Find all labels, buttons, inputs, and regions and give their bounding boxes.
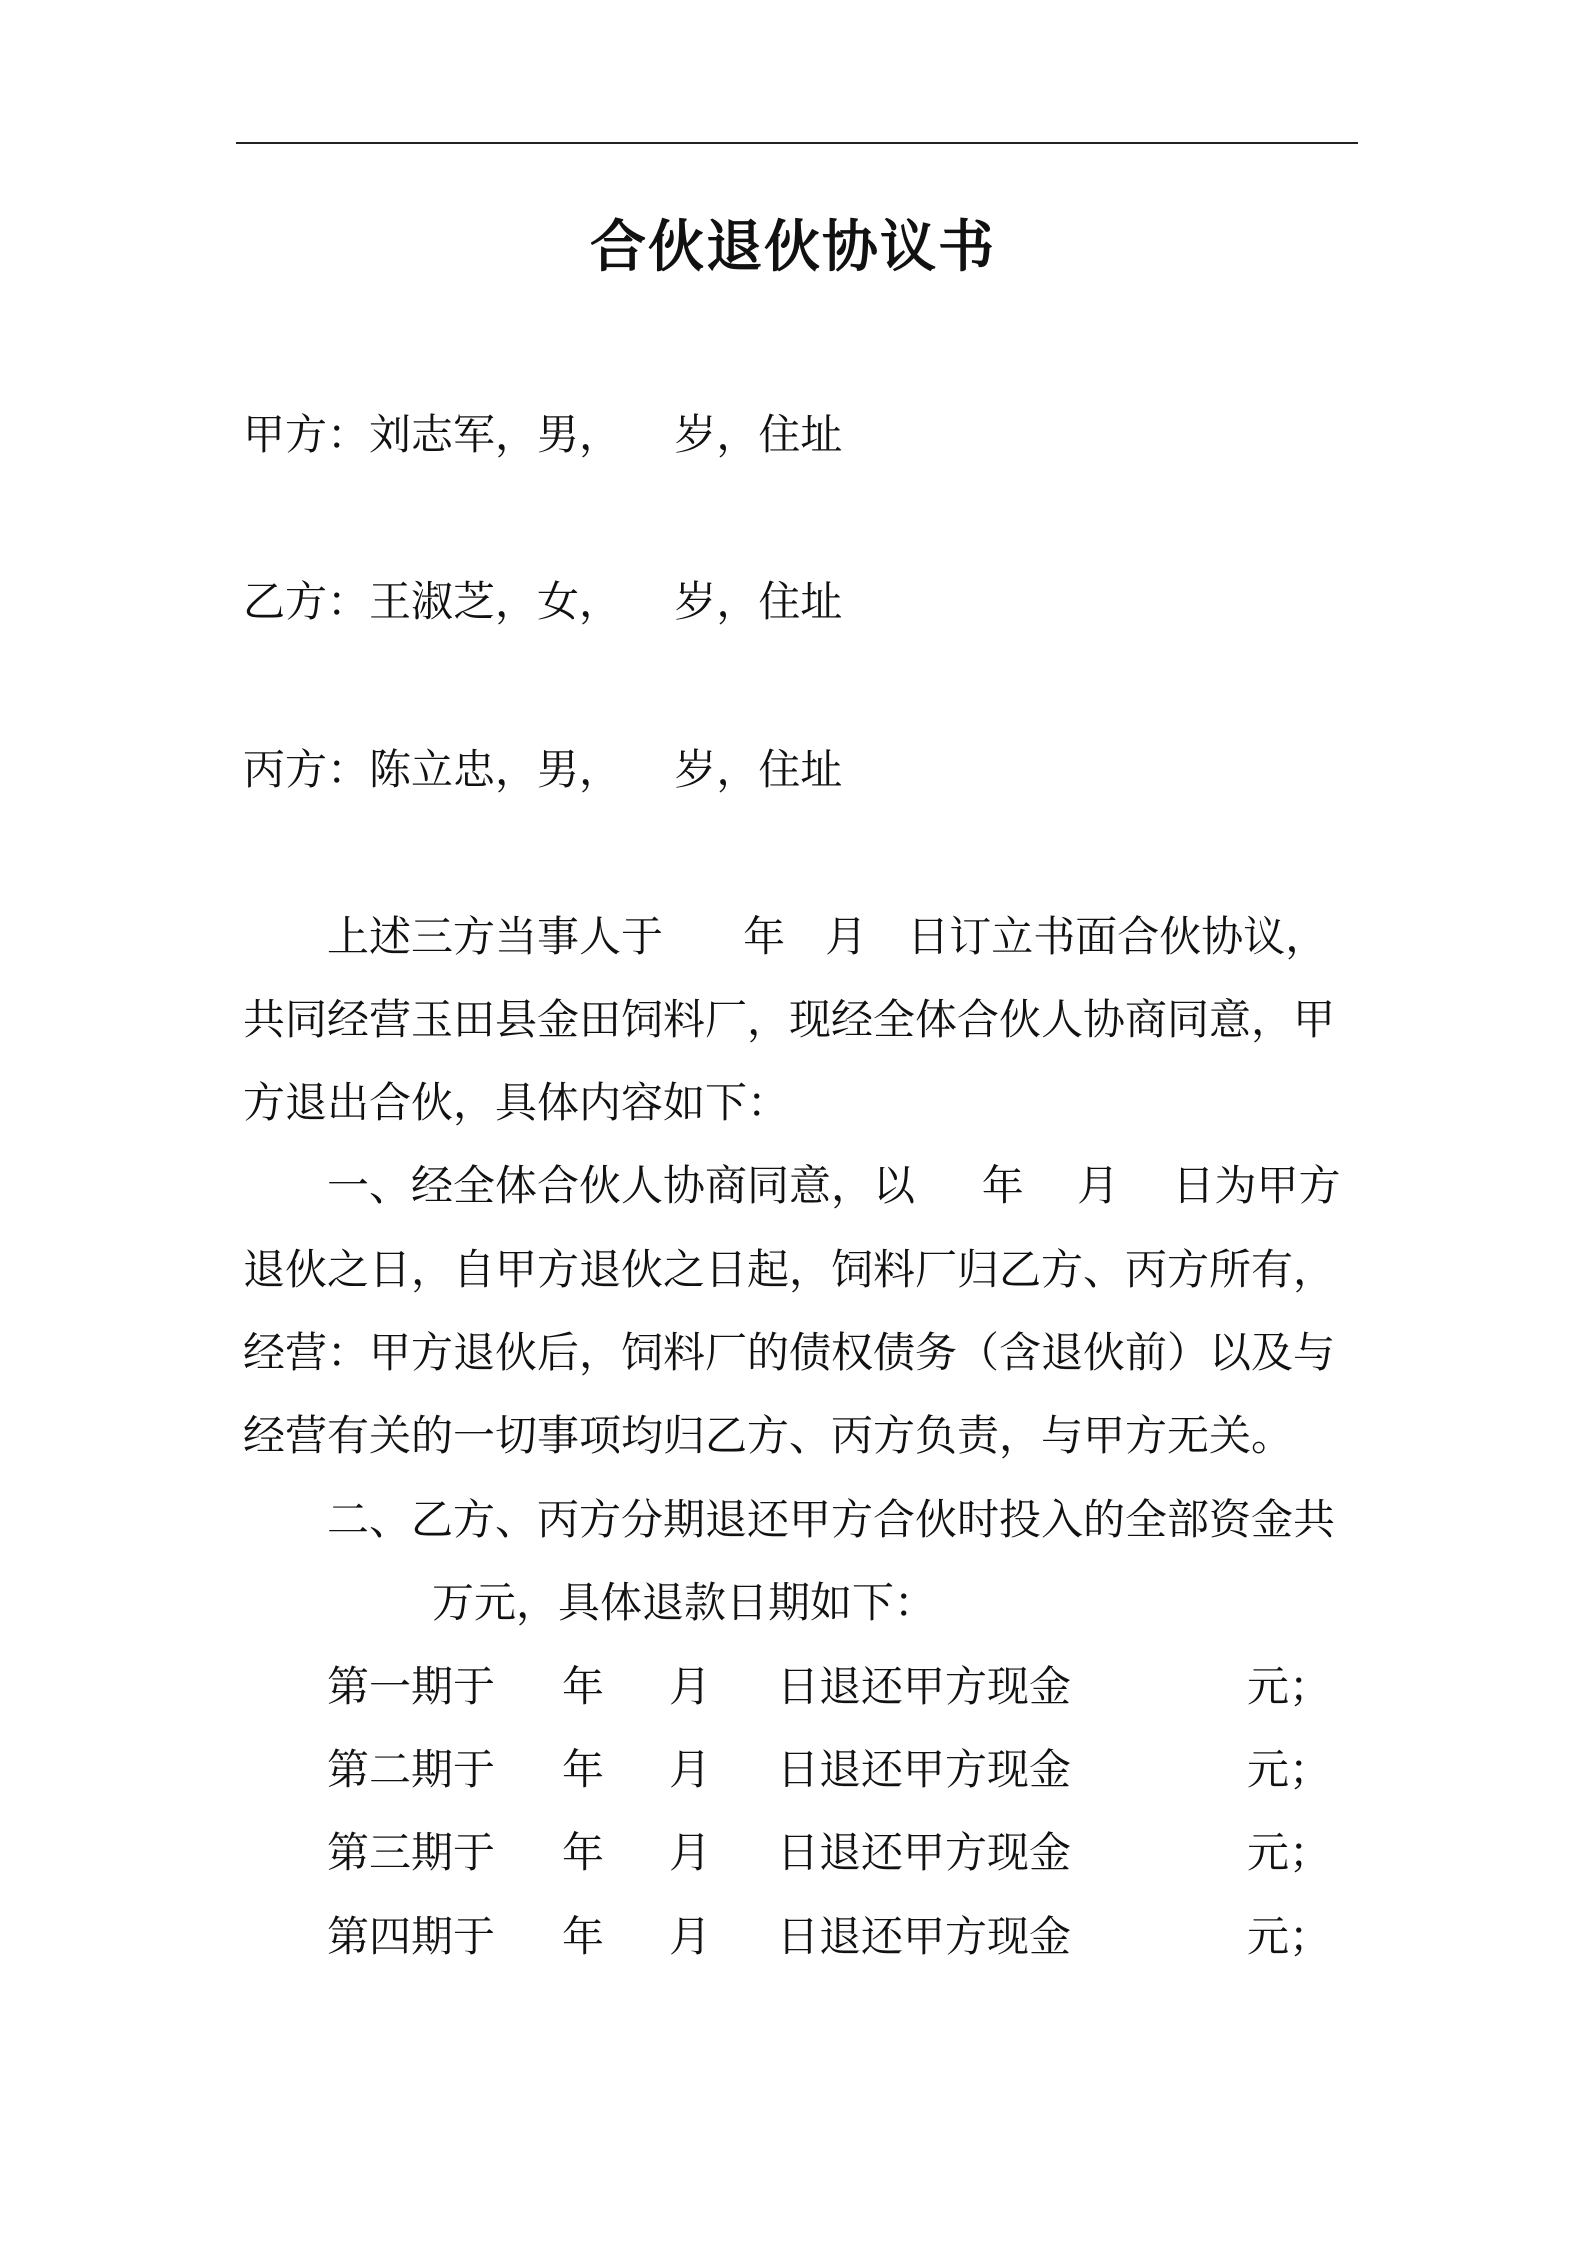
stage-row-4 <box>327 1907 1332 1967</box>
stage-month: 月 <box>669 1828 712 1877</box>
party-b: 乙方：王淑芝，女， 岁，住址 <box>243 577 843 626</box>
stage-year: 年 <box>562 1912 605 1961</box>
stage-label: 第四期于 <box>327 1912 496 1961</box>
intro-line-3: 方退出合伙，具体内容如下： <box>243 1078 790 1127</box>
stage-month: 月 <box>669 1745 712 1794</box>
stage-row-1 <box>327 1657 1332 1717</box>
stage-unit: 元； <box>1247 1912 1332 1961</box>
stage-year: 年 <box>562 1745 605 1794</box>
clause2-line-1: 二、乙方、丙方分期退还甲方合伙时投入的全部资金共 <box>327 1495 1336 1544</box>
stage-label: 第一期于 <box>327 1662 496 1711</box>
stage-text: 日退还甲方现金 <box>777 1828 1072 1877</box>
stage-year: 年 <box>562 1662 605 1711</box>
stage-month: 月 <box>669 1912 712 1961</box>
party-c: 丙方：陈立忠，男， 岁，住址 <box>243 745 843 794</box>
party-a: 甲方：刘志军，男， 岁，住址 <box>243 410 843 459</box>
intro-line-2: 共同经营玉田县金田饲料厂，现经全体合伙人协商同意，甲 <box>243 995 1336 1044</box>
stage-label: 第二期于 <box>327 1745 496 1794</box>
clause1-line-2: 退伙之日，自甲方退伙之日起，饲料厂归乙方、丙方所有， <box>243 1245 1336 1294</box>
clause1-line-1: 一、经全体合伙人协商同意，以 年 月 日为甲方 <box>327 1161 1341 1210</box>
stage-text: 日退还甲方现金 <box>777 1745 1072 1794</box>
header-rule <box>236 142 1358 144</box>
clause1-line-3: 经营：甲方退伙后，饲料厂的债权债务（含退伙前）以及与 <box>243 1328 1336 1377</box>
clause1-line-4: 经营有关的一切事项均归乙方、丙方负责，与甲方无关。 <box>243 1411 1294 1460</box>
stage-unit: 元； <box>1247 1745 1332 1794</box>
document-title: 合伙退伙协议书 <box>590 215 996 280</box>
stage-row-2 <box>327 1740 1332 1800</box>
stage-unit: 元； <box>1247 1828 1332 1877</box>
stage-label: 第三期于 <box>327 1828 496 1877</box>
stage-text: 日退还甲方现金 <box>777 1662 1072 1711</box>
intro-line-1: 上述三方当事人于 年 月 日订立书面合伙协议， <box>327 912 1328 961</box>
stage-text: 日退还甲方现金 <box>777 1912 1072 1961</box>
stage-unit: 元； <box>1247 1662 1332 1711</box>
stage-row-3 <box>327 1823 1332 1883</box>
clause2-line-2: 万元，具体退款日期如下： <box>432 1578 937 1627</box>
stage-year: 年 <box>562 1828 605 1877</box>
stage-month: 月 <box>669 1662 712 1711</box>
